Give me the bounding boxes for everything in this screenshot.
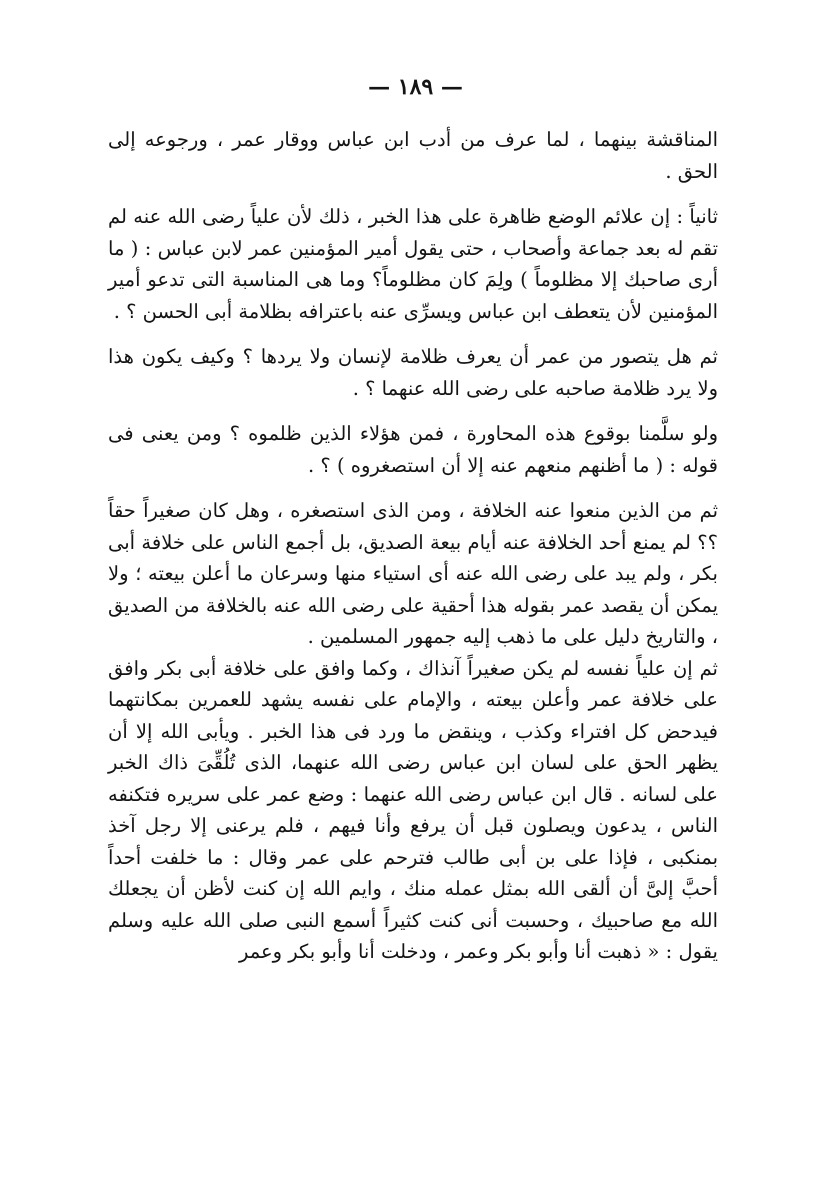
- paragraph: ثانياً : إن علائم الوضع ظاهرة على هذا الخبر ، ذلك لأن علياً رضى الله عنه لم تقم له بعد جماعة وأصحاب ، حتى يقول أمير المؤمنين عمر لابن عباس : ( ما أرى صاحبك إلا مظلوماً ) ولِمَ كان مظلوماً؟ وما هى المناسبة التى تدعو أمير المؤمنين لأن يتعطف ابن عباس ويسرِّى عنه باعترافه بظلامة أبى الحسن ؟ .: [108, 205, 718, 323]
- paragraph: ولو سلَّمنا بوقوع هذه المحاورة ، فمن هؤلاء الذين ظلموه ؟ ومن يعنى فى قوله : ( ما أظنهم منعهم عنه إلا أن استصغروه ) ؟ .: [108, 422, 718, 477]
- page-number: — ١٨٩ —: [368, 74, 463, 100]
- paragraph: ثم من الذين منعوا عنه الخلافة ، ومن الذى استصغره ، وهل كان صغيراً حقاً ؟؟ لم يمنع أحد الخلافة عنه أيام بيعة الصديق، بل أجمع الناس على خلافة أبى بكر ، ولم يبد على رضى الله عنه أى استياء منها وسرعان ما أعلن بيعته ؛ ولا يمكن أن يقصد عمر بقوله هذا أحقية على رضى الله عنه بالخلافة من الصديق ، والتاريخ دليل على ما ذهب إليه جمهور المسلمين .: [108, 499, 718, 648]
- paragraph: المناقشة بينهما ، لما عرف من أدب ابن عباس ووقار عمر ، ورجوعه إلى الحق .: [108, 128, 718, 183]
- page-body: [108, 124, 718, 968]
- paragraph: ثم إن علياً نفسه لم يكن صغيراً آنذاك ، وكما وافق على خلافة أبى بكر وافق على خلافة عمر وأعلن بيعته ، والإمام على نفسه يشهد للعمرين بمكانتهما فيدحض كل افتراء وكذب ، وينقض ما ورد فى هذا الخبر . ويأبى الله إلا أن يظهر الحق على لسان ابن عباس رضى الله عنهما، الذى تُلُقِّىَ ذاك الخبر على لسانه . قال ابن عباس رضى الله عنهما : وضع عمر على سريره فتكنفه الناس ، يدعون ويصلون قبل أن يرفع وأنا فيهم ، فلم يرعنى إلا رجل آخذ بمنكبى ، فإذا على بن أبى طالب فترحم على عمر وقال : ما خلفت أحداً أحبَّ إلىَّ أن ألقى الله بمثل عمله منك ، وايم الله إن كنت لأظن أن يجعلك الله مع صاحبيك ، وحسبت أنى كنت كثيراً أسمع النبى صلى الله عليه وسلم يقول : « ذهبت أنا وأبو بكر وعمر ، ودخلت أنا وأبو بكر وعمر: [108, 656, 718, 963]
- paragraph: ثم هل يتصور من عمر أن يعرف ظلامة لإنسان ولا يردها ؟ وكيف يكون هذا ولا يرد ظلامة صاحبه على رضى الله عنهما ؟ .: [108, 345, 718, 400]
